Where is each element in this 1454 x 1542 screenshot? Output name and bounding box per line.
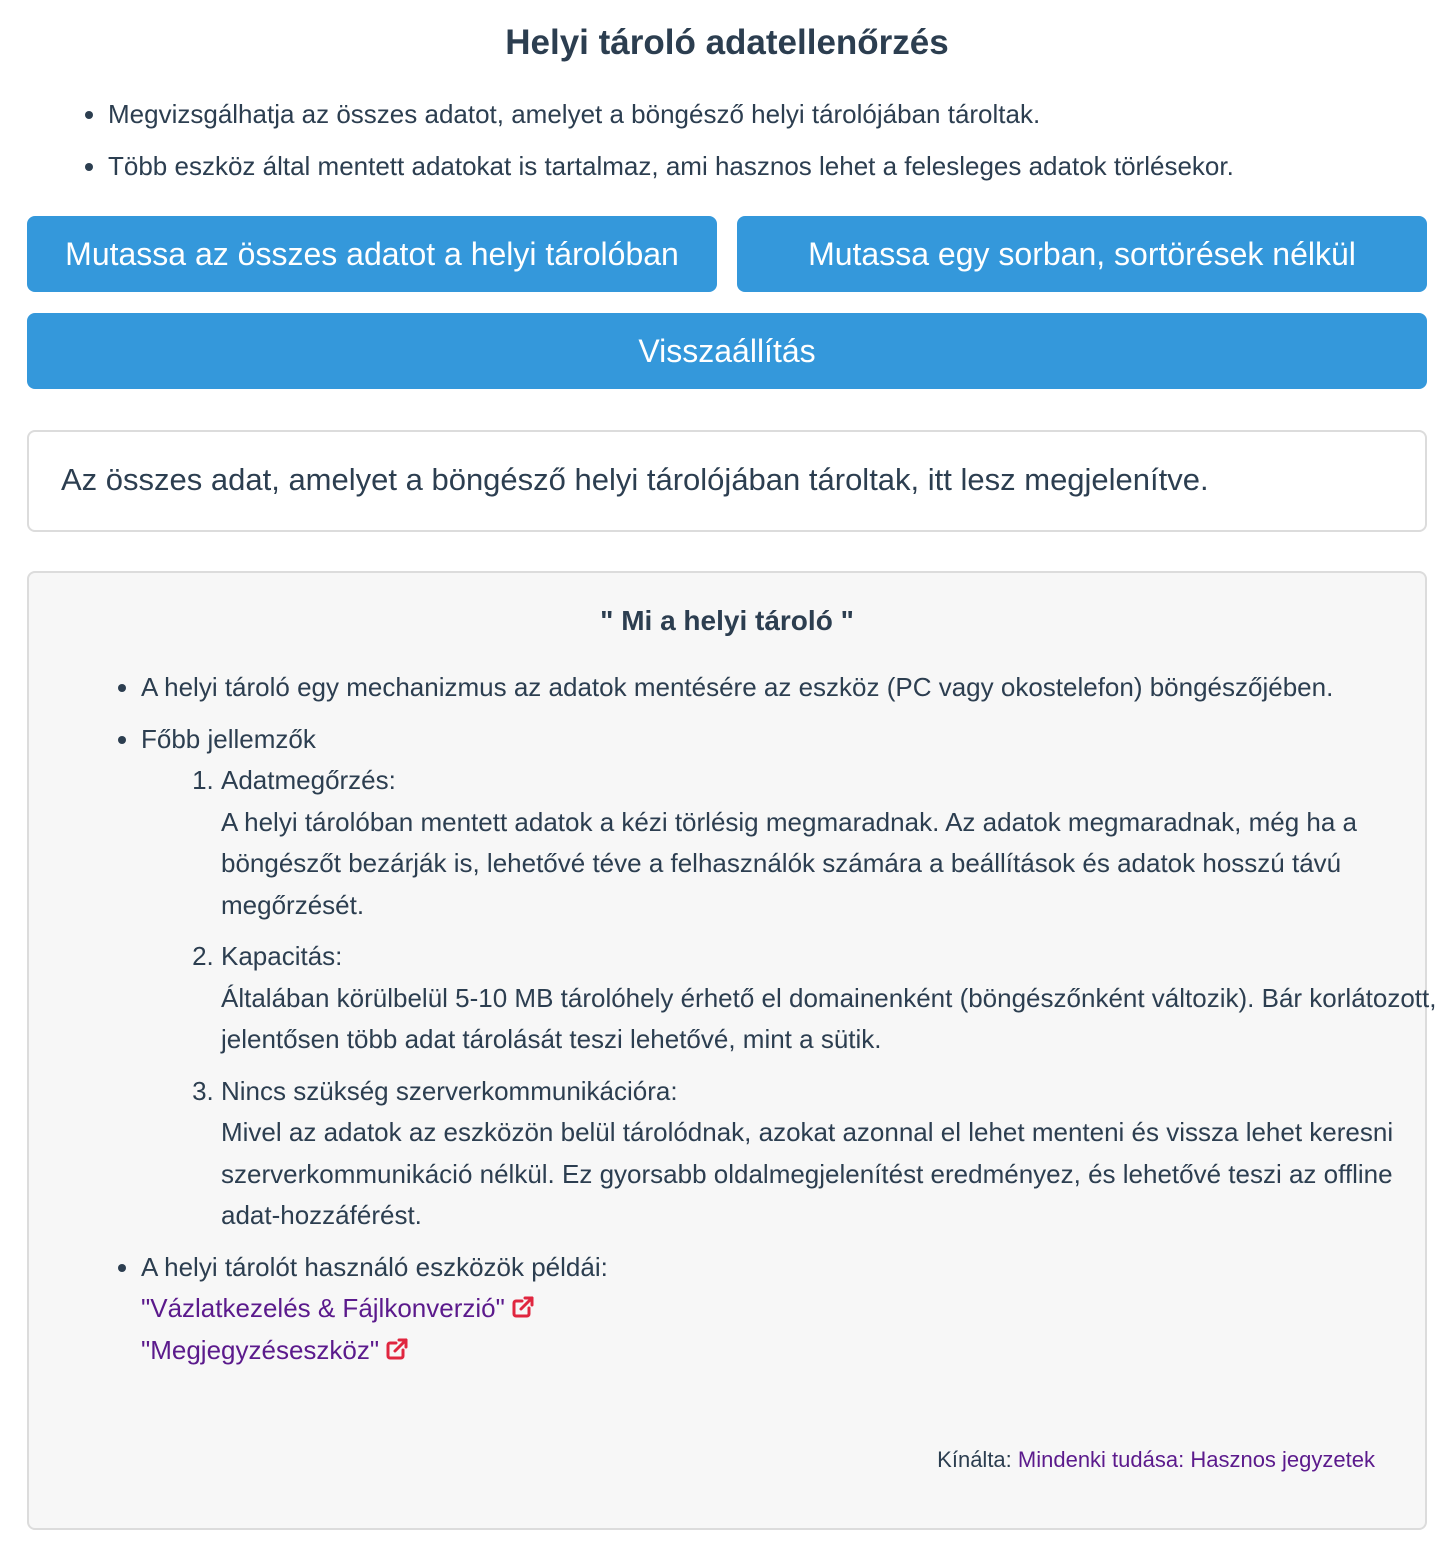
feature-description: Általában körülbelül 5-10 MB tárolóhely érhető el domainenként (böngészőnként változik). Bár korlátozott, jelentősen több adat tárolását teszi lehetővé, mint a sütik. bbox=[221, 982, 1437, 1054]
output-area bbox=[27, 430, 1427, 532]
feature-item bbox=[221, 1071, 1437, 1237]
example-link-label: "Vázlatkezelés & Fájlkonverzió" bbox=[141, 1293, 505, 1323]
info-panel bbox=[27, 571, 1437, 1530]
feature-item bbox=[221, 760, 1437, 926]
example-link-label: "Megjegyzéseszköz" bbox=[141, 1334, 380, 1365]
intro-item: • Megvizsgálhatja az összes adatot, amelyet a böngésző helyi tárolójában tároltak. bbox=[108, 92, 1234, 136]
feature-title: Kapacitás: bbox=[221, 941, 343, 971]
example-link-draft-tool[interactable] bbox=[141, 1288, 535, 1330]
output-placeholder: Az összes adat, amelyet a böngésző helyi tárolójában tároltak, itt lesz megjelenítve. bbox=[61, 462, 1209, 497]
feature-description: A helyi tárolóban mentett adatok a kézi törlésig megmaradnak. Az adatok megmaradnak, még ha a böngészőt bezárják is, lehetővé téve a felhasználók számára a beállítások és adatok hosszú távú megőrzését. bbox=[221, 806, 1357, 920]
info-title: " Mi a helyi tároló " bbox=[600, 605, 854, 636]
external-link-icon bbox=[385, 1337, 409, 1361]
feature-list bbox=[141, 760, 1437, 1237]
features-heading: Főbb jellemzők bbox=[141, 723, 316, 754]
credit-prefix: Kínálta: bbox=[937, 1447, 1012, 1472]
credit-line bbox=[937, 1445, 1375, 1475]
features-item bbox=[141, 719, 1437, 1237]
examples-item bbox=[141, 1247, 1437, 1372]
intro-list bbox=[68, 92, 1234, 196]
definition-text: A helyi tároló egy mechanizmus az adatok mentésére az eszköz (PC vagy okostelefon) böngészőjében. bbox=[141, 672, 1334, 702]
reset-button[interactable]: Visszaállítás bbox=[27, 313, 1427, 389]
example-link-notes-tool[interactable] bbox=[141, 1330, 409, 1372]
feature-item bbox=[221, 936, 1437, 1061]
feature-description: Mivel az adatok az eszközön belül tárolódnak, azokat azonnal el lehet menteni és vissza lehet keresni szerverkommunikáció nélkül. Ez gyorsabb oldalmegjelenítést eredményez, és lehetővé teszi az offline adat-hozzáférést. bbox=[221, 1117, 1394, 1230]
examples-heading: A helyi tárolót használó eszközök példái: bbox=[141, 1251, 608, 1282]
intro-item: • Több eszköz által mentett adatokat is tartalmaz, ami hasznos lehet a felesleges adatok törlésekor. bbox=[108, 144, 1234, 188]
credit-link[interactable]: Mindenki tudása: Hasznos jegyzetek bbox=[1017, 1447, 1375, 1472]
external-link-icon bbox=[511, 1295, 535, 1319]
info-list bbox=[101, 667, 1437, 1381]
feature-title: Adatmegőrzés: bbox=[221, 765, 396, 795]
definition-item bbox=[141, 667, 1437, 709]
show-one-line-button[interactable]: Mutassa egy sorban, sortörések nélkül bbox=[737, 216, 1427, 292]
show-all-data-button[interactable]: Mutassa az összes adatot a helyi tárolóban bbox=[27, 216, 717, 292]
feature-title: Nincs szükség szerverkommunikációra: bbox=[221, 1075, 678, 1106]
page-title: Helyi tároló adatellenőrzés bbox=[505, 23, 949, 62]
